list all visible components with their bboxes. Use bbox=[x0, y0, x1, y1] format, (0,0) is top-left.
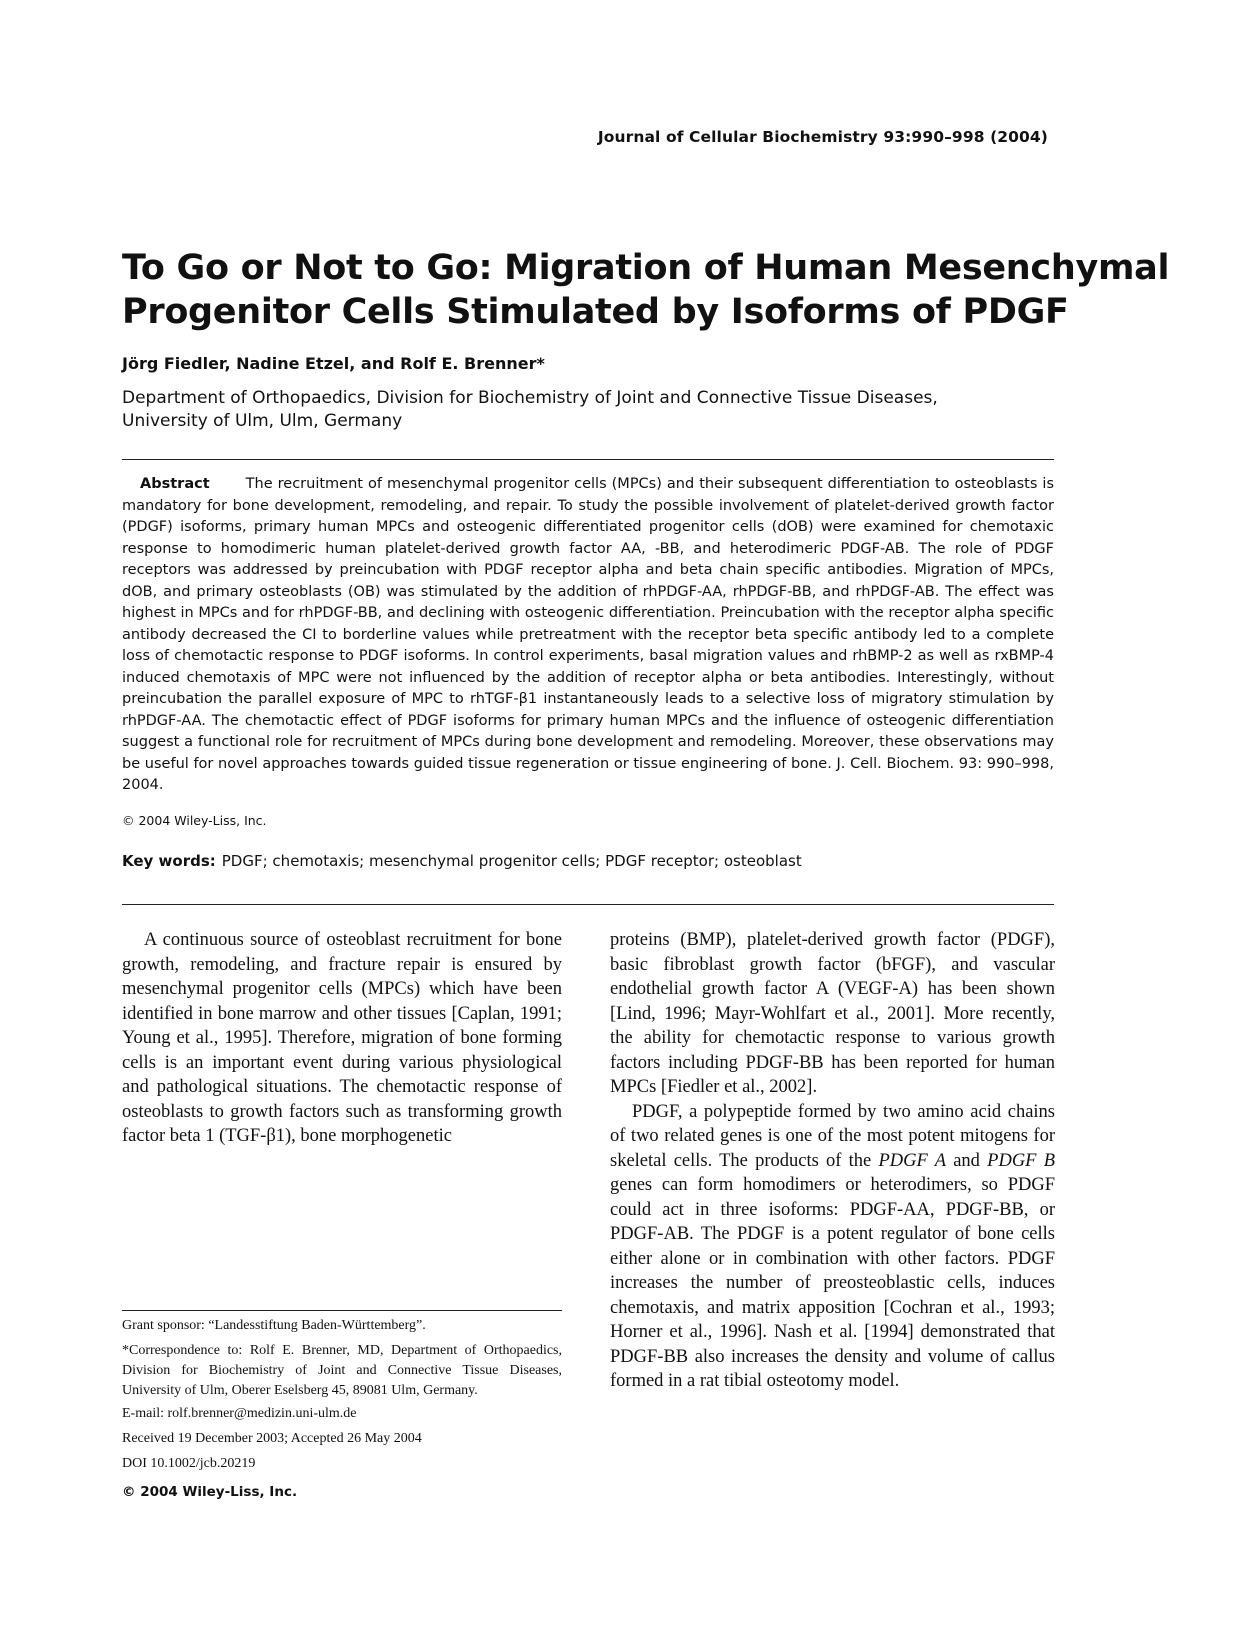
gene-pdgf-a: PDGF A bbox=[878, 1150, 946, 1171]
para3-part-b: genes can form homodimers or heterodimers, so PDGF could act in three isoforms: PDGF-AA, PDGF-BB, or PDGF-AB. The PDGF is a potent regulator of bone cells either alone or in combination with other factors. PDGF increases the number of preosteoblastic cells, induces chemotaxis, and matrix apposition [Cochran et al., 1993; Horner et al., 1996]. Nash et al. [1994] demonstrated that PDGF-BB also increases the density and volume of callus formed in a rat tibial osteotomy model. bbox=[610, 1175, 1055, 1391]
footnote-copyright: © 2004 Wiley-Liss, Inc. bbox=[122, 1484, 298, 1500]
body-column-right bbox=[610, 928, 1055, 1394]
affiliation bbox=[122, 387, 1042, 433]
gene-pdgf-b: PDGF B bbox=[987, 1150, 1055, 1171]
footnote-divider bbox=[122, 1310, 562, 1311]
email: E-mail: rolf.brenner@medizin.uni-ulm.de bbox=[122, 1406, 357, 1421]
intro-paragraph-2: proteins (BMP), platelet-derived growth factor (PDGF), basic fibroblast growth factor (bFGF), and vascular endothelial growth factor A (VEGF-A) has been shown [Lind, 1996; Mayr-Wohlfart et al., 2001]. More recently, the ability for chemotactic response to various growth factors including PDGF-BB has been reported for human MPCs [Fiedler et al., 2002]. bbox=[610, 930, 1055, 1097]
author-list: Jörg Fiedler, Nadine Etzel, and Rolf E. Brenner* bbox=[122, 354, 545, 373]
divider-body bbox=[122, 904, 1054, 905]
article-title bbox=[122, 246, 1170, 334]
para3-part-a: PDGF, a polypeptide formed by two amino acid chains of two related genes is one of the most potent mitogens for skeletal cells. The products of the bbox=[610, 1101, 1055, 1171]
divider-top bbox=[122, 459, 1054, 460]
body-column-left bbox=[122, 928, 562, 1149]
title-line-2: Progenitor Cells Stimulated by Isoforms of PDGF bbox=[122, 292, 1069, 332]
keywords-label: Key words: bbox=[122, 852, 216, 870]
para3-and: and bbox=[946, 1150, 988, 1171]
affiliation-line-1: Department of Orthopaedics, Division for Biochemistry of Joint and Connective Tissue Diseases, bbox=[122, 388, 938, 408]
grant-sponsor: Grant sponsor: “Landesstiftung Baden-Württemberg”. bbox=[122, 1318, 426, 1333]
journal-citation: Journal of Cellular Biochemistry 93:990–998 (2004) bbox=[597, 128, 1048, 146]
abstract-label: Abstract bbox=[140, 476, 210, 492]
footnotes bbox=[122, 1316, 562, 1505]
intro-paragraph-1: A continuous source of osteoblast recruitment for bone growth, remodeling, and fracture repair is ensured by mesenchymal progenitor cells (MPCs) which have been identified in bone marrow and other tissues [Caplan, 1991; Young et al., 1995]. Therefore, migration of bone forming cells is an important event during various physiological and pathological situations. The chemotactic response of osteoblasts to growth factors such as transforming growth factor beta 1 (TGF-β1), bone morphogenetic bbox=[122, 930, 562, 1146]
abstract bbox=[122, 474, 1054, 797]
doi: DOI 10.1002/jcb.20219 bbox=[122, 1456, 256, 1471]
received-date: Received 19 December 2003; Accepted 26 May 2004 bbox=[122, 1431, 422, 1446]
correspondence: *Correspondence to: Rolf E. Brenner, MD, Department of Orthopaedics, Division for Biochemistry of Joint and Connective Tissue Diseases, University of Ulm, Oberer Eselsberg 45, 89081 Ulm, Germany. bbox=[122, 1343, 562, 1398]
intro-paragraph-3 bbox=[610, 1100, 1055, 1394]
abstract-copyright: © 2004 Wiley-Liss, Inc. bbox=[122, 813, 267, 828]
title-line-1: To Go or Not to Go: Migration of Human Mesenchymal bbox=[122, 248, 1170, 288]
keywords bbox=[122, 852, 1054, 870]
affiliation-line-2: University of Ulm, Ulm, Germany bbox=[122, 411, 403, 431]
keywords-text: PDGF; chemotaxis; mesenchymal progenitor cells; PDGF receptor; osteoblast bbox=[221, 852, 802, 870]
abstract-text: The recruitment of mesenchymal progenitor cells (MPCs) and their subsequent differentiation to osteoblasts is mandatory for bone development, remodeling, and repair. To study the possible involvement of platelet-derived growth factor (PDGF) isoforms, primary human MPCs and osteogenic differentiated progenitor cells (dOB) were examined for chemotaxic response to homodimeric human platelet-derived growth factor AA, -BB, and heterodimeric PDGF-AB. The role of PDGF receptors was addressed by preincubation with PDGF receptor alpha and beta chain specific antibodies. Migration of MPCs, dOB, and primary osteoblasts (OB) was stimulated by the addition of rhPDGF-AA, rhPDGF-BB, and rhPDGF-AB. The effect was highest in MPCs and for rhPDGF-BB, and declining with osteogenic differentiation. Preincubation with the receptor alpha specific antibody decreased the CI to borderline values while pretreatment with the receptor beta specific antibody led to a complete loss of chemotactic response to PDGF isoforms. In control experiments, basal migration values and rhBMP-2 as well as rxBMP-4 induced chemotaxis of MPC were not influenced by the addition of receptor alpha or beta antibodies. Interestingly, without preincubation the parallel exposure of MPC to rhTGF-β1 instantaneously leads to a selective loss of migratory stimulation by rhPDGF-AA. The chemotactic effect of PDGF isoforms for primary human MPCs and the influence of osteogenic differentiation suggest a functional role for recruitment of MPCs during bone development and remodeling. Moreover, these observations may be useful for novel approaches towards guided tissue regeneration or tissue engineering of bone. J. Cell. Biochem. 93: 990–998, 2004. bbox=[122, 476, 1054, 793]
